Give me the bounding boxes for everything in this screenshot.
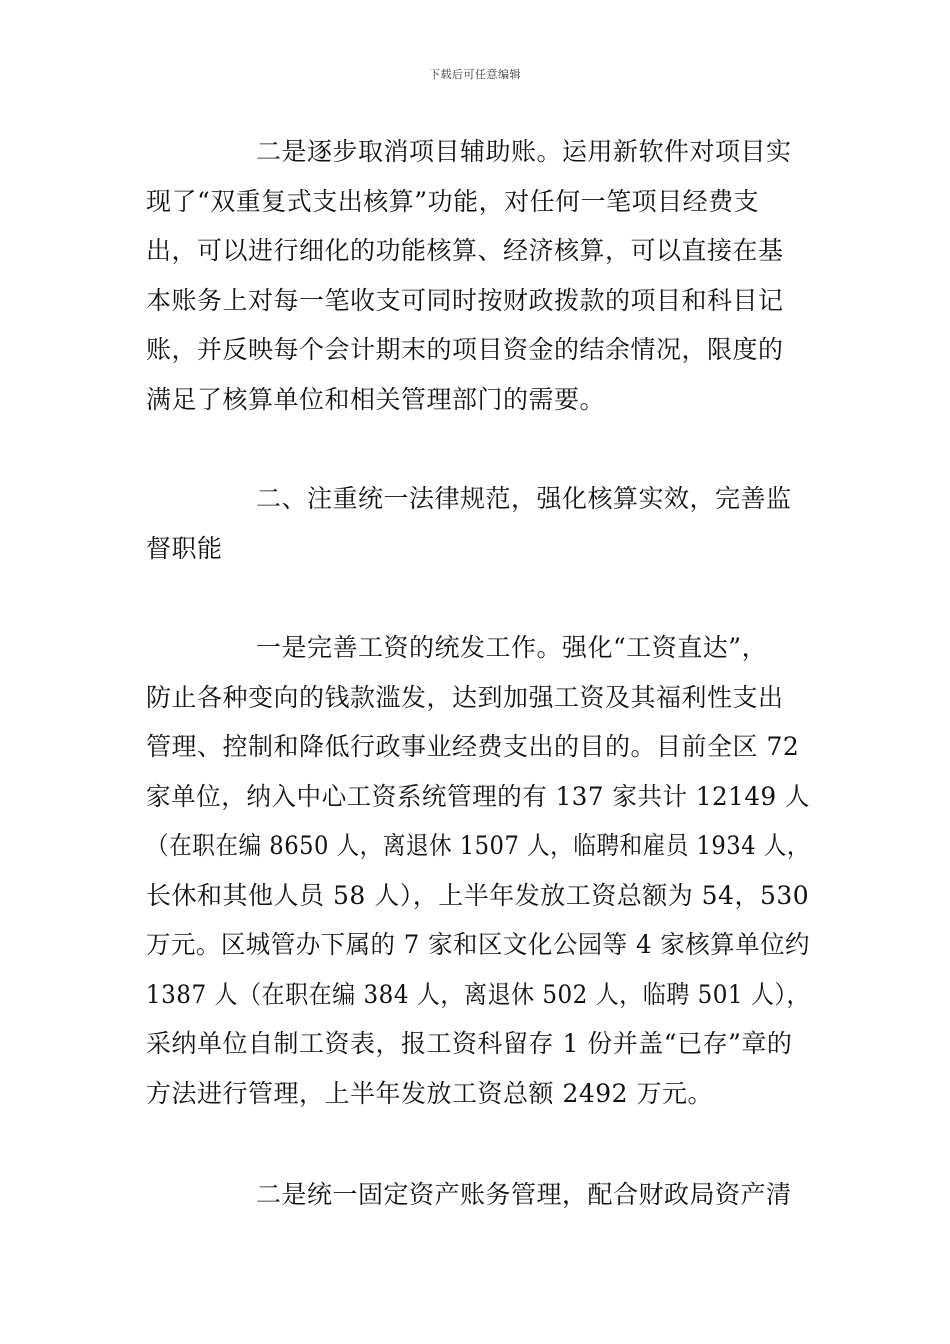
text-line: 1387 人（在职在编 384 人，离退休 502 人，临聘 501 人）， — [146, 979, 810, 1009]
page-header: 下载后可任意编辑 — [429, 68, 521, 81]
paragraph-fixed-assets — [146, 1170, 810, 1220]
text-line: 长休和其他人员 58 人），上半年发放工资总额为 54，530 — [146, 880, 810, 910]
text-line: 管理、控制和降低行政事业经费支出的目的。目前全区 72 — [146, 732, 800, 761]
text-line: 本账务上对每一笔收支可同时按财政拨款的项目和科目记 — [146, 285, 784, 315]
text-line: 二是统一固定资产账务管理，配合财政局资产清 — [256, 1180, 792, 1209]
text-line: （在职在编 8650 人，离退休 1507 人，临聘和雇员 1934 人， — [146, 831, 810, 860]
text-line: 万元。区城管办下属的 7 家和区文化公园等 4 家核算单位约 — [146, 930, 810, 959]
text-line: 二、注重统一法律规范，强化核算实效，完善监 — [256, 484, 792, 513]
text-line: 一是完善工资的统发工作。强化“工资直达”， — [256, 633, 768, 662]
text-line: 防止各种变向的钱款滥发，达到加强工资及其福利性支出 — [146, 682, 784, 712]
text-line: 满足了核算单位和相关管理部门的需要。 — [146, 384, 606, 414]
text-line: 现了“双重复式支出核算”功能，对任何一笔项目经费支 — [146, 186, 760, 216]
paragraph-project-subsidiary-ledger — [146, 127, 810, 424]
section-heading — [146, 474, 810, 573]
text-line: 督职能 — [146, 533, 223, 563]
text-line: 出，可以进行细化的功能核算、经济核算，可以直接在基 — [146, 236, 784, 265]
text-line: 账，并反映每个会计期末的项目资金的结余情况，限度的 — [146, 335, 784, 364]
text-line: 二是逐步取消项目辅助账。运用新软件对项目实 — [256, 137, 792, 166]
text-line: 采纳单位自制工资表，报工资科留存 1 份并盖“已存”章的 — [146, 1029, 793, 1058]
text-line: 家单位，纳入中心工资系统管理的有 137 家共计 12149 人 — [146, 781, 810, 811]
paragraph-salary-payment — [146, 623, 810, 1118]
text-line: 方法进行管理，上半年发放工资总额 2492 万元。 — [146, 1078, 714, 1108]
